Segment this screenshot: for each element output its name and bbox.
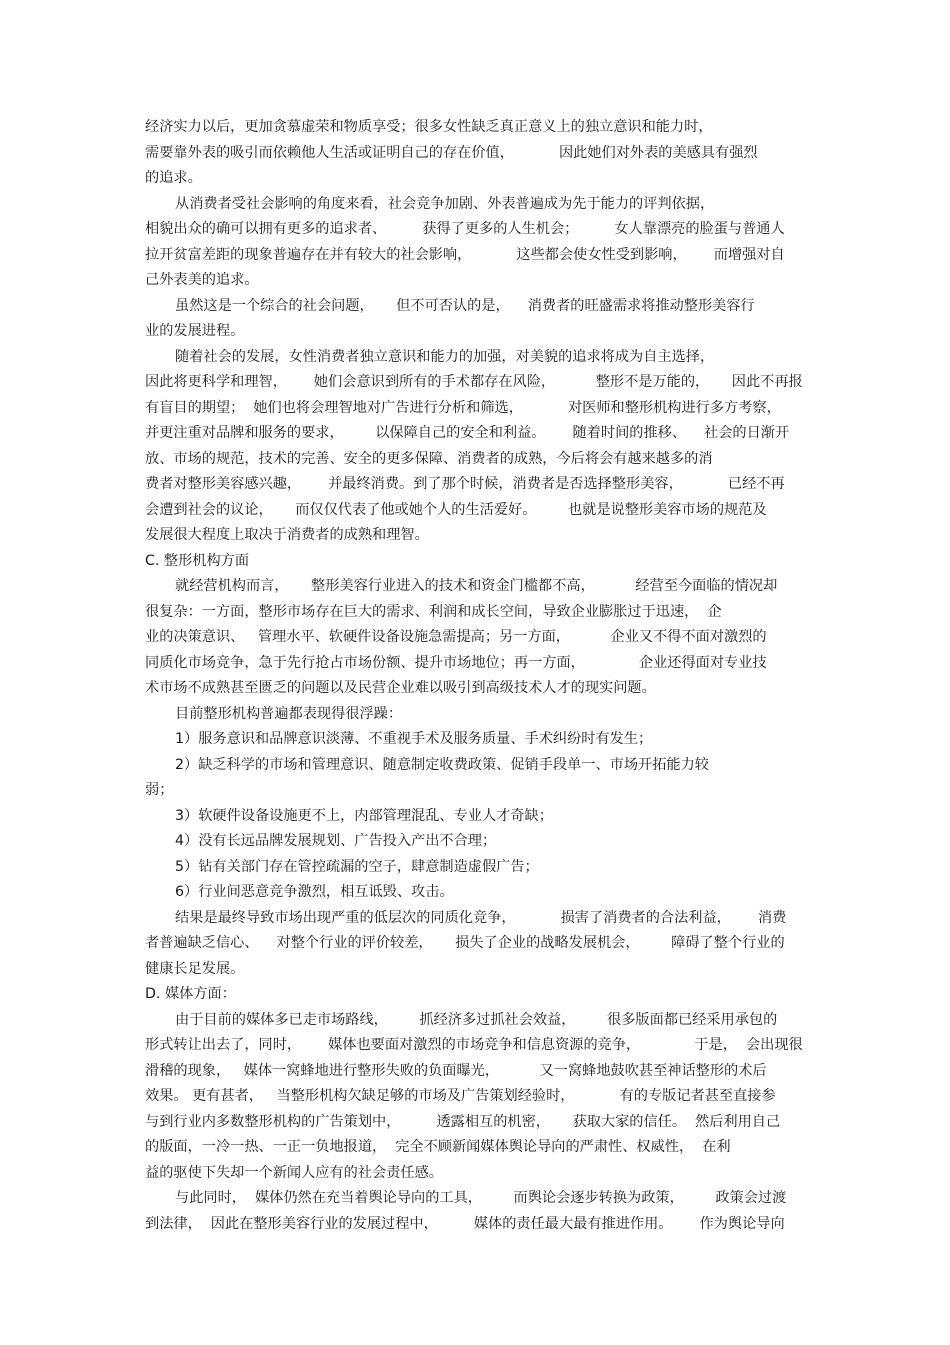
text-line: 与此同时， 媒体仍然在充当着舆论导向的工具， 而舆论会逐步转换为政策， 政策会过渡 [175,1190,787,1206]
list-item: 2）缺乏科学的市场和管理意识、随意制定收费政策、促销手段单一、市场开拓能力较 [175,757,709,773]
list-item: 3）软硬件设备设施更不上，内部管理混乱、专业人才奇缺； [175,808,553,824]
text-line: 需要靠外表的吸引而依赖他人生活或证明自己的存在价值， 因此她们对外表的美感具有强烈 [145,145,758,161]
text-line: 因此将更科学和理智， 她们会意识到所有的手术都存在风险， 整形不是万能的， 因此不再报 [145,374,803,390]
list-item: 4）没有长远品牌发展规划、广告投入产出不合理； [175,833,497,849]
text-line: 的版面，一冷一热、一正一负地报道， 完全不顾新闻媒体舆论导向的严肃性、权威性， 在利 [145,1139,731,1155]
text-line: 结果是最终导致市场出现严重的低层次的同质化竞争， 损害了消费者的合法利益， 消费 [175,910,787,926]
text-line: 业的决策意识、 管理水平、软硬件设备设施急需提高；另一方面， 企业又不得不面对激烈的 [145,629,767,645]
list-item: 1）服务意识和品牌意识淡薄、不重视手术及服务质量、手术纠纷时有发生； [175,731,653,747]
text-line: 己外表美的追求。 [145,272,259,288]
list-item: 5）钻有关部门存在管控疏漏的空子，肆意制造虚假广告； [175,859,539,875]
text-line: 发展很大程度上取决于消费者的成熟和理智。 [145,527,429,543]
text-line: 目前整形机构普遍都表现得很浮躁： [175,706,403,722]
text-line: 从消费者受社会影响的角度来看，社会竞争加剧、外表普遍成为先于能力的评判依据， [175,196,715,212]
list-item: 6）行业间恶意竞争激烈，相互诋毁、攻击。 [175,884,454,900]
text-line: 虽然这是一个综合的社会问题， 但不可否认的是， 消费者的旺盛需求将推动整形美容行 [175,298,755,314]
text-line: 放、市场的规范，技术的完善、安全的更多保障、消费者的成熟，今后将会有越来越多的消 [145,451,713,467]
text-line: 费者对整形美容感兴趣， 并最终消费。到了那个时候，消费者是否选择整形美容， 已经不再 [145,476,785,492]
text-line: 健康长足发展。 [145,961,245,977]
text-line: 就经营机构而言， 整形美容行业进入的技术和资金门槛都不高， 经营至今面临的情况却 [175,578,778,594]
text-line: 效果。 更有甚者， 当整形机构欠缺足够的市场及广告策划经验时， 有的专版记者甚至直接参 [145,1088,776,1104]
text-line: 益的驱使下失却一个新闻人应有的社会责任感。 [145,1165,443,1181]
text-line: 随着社会的发展，女性消费者独立意识和能力的加强，对美貌的追求将成为自主选择， [175,349,715,365]
text-line: 很复杂：一方面，整形市场存在巨大的需求、利润和成长空间，导致企业膨胀过于迅速， 企 [145,604,722,620]
text-line: 弱； [145,782,174,798]
text-line: 相貌出众的确可以拥有更多的追求者、 获得了更多的人生机会； 女人靠漂亮的脸蛋与普通人 [145,221,785,237]
text-line: 形式转让出去了，同时， 媒体也要面对激烈的市场竞争和信息资源的竞争， 于是， 会出现很 [145,1037,803,1053]
text-line: 并更注重对品牌和服务的要求， 以保障自己的安全和利益。 随着时间的推移、 社会的日渐开 [145,425,790,441]
text-line: 与到行业内多数整形机构的广告策划中， 透露相互的机密， 获取大家的信任。 然后利用自己 [145,1114,781,1130]
text-line: 到法律， 因此在整形美容行业的发展过程中， 媒体的责任最大最有推进作用。 作为舆论导向 [145,1216,785,1232]
text-line: 滑稽的现象， 媒体一窝蜂地进行整形失败的负面曝光， 又一窝蜂地鼓吹甚至神话整形的术后 [145,1063,767,1079]
section-heading: D. 媒体方面： [145,986,236,1002]
text-line: 的追求。 [145,170,202,186]
text-line: 拉开贫富差距的现象普遍存在并有较大的社会影响， 这些都会使女性受到影响， 而增强对自 [145,247,785,263]
text-line: 者普遍缺乏信心、 对整个行业的评价较差， 损失了企业的战略发展机会， 障碍了整个行业的 [145,935,785,951]
text-line: 同质化市场竞争，急于先行抢占市场份额、提升市场地位；再一方面， 企业还得面对专业技 [145,655,767,671]
text-line: 会遭到社会的议论， 而仅仅代表了他或她个人的生活爱好。 也就是说整形美容市场的规范及 [145,502,767,518]
text-line: 有盲目的期望； 她们也将会理智地对广告进行分析和筛选， 对医师和整形机构进行多方考察， [145,400,781,416]
text-line: 业的发展进程。 [145,323,245,339]
text-line: 经济实力以后，更加贪慕虚荣和物质享受；很多女性缺乏真正意义上的独立意识和能力时， [145,119,713,135]
text-line: 由于目前的媒体多已走市场路线， 抓经济多过抓社会效益， 很多版面都已经采用承包的 [175,1012,778,1028]
section-heading: C. 整形机构方面 [145,553,250,569]
text-line: 术市场不成熟甚至匮乏的问题以及民营企业难以吸引到高级技术人才的现实问题。 [145,680,656,696]
